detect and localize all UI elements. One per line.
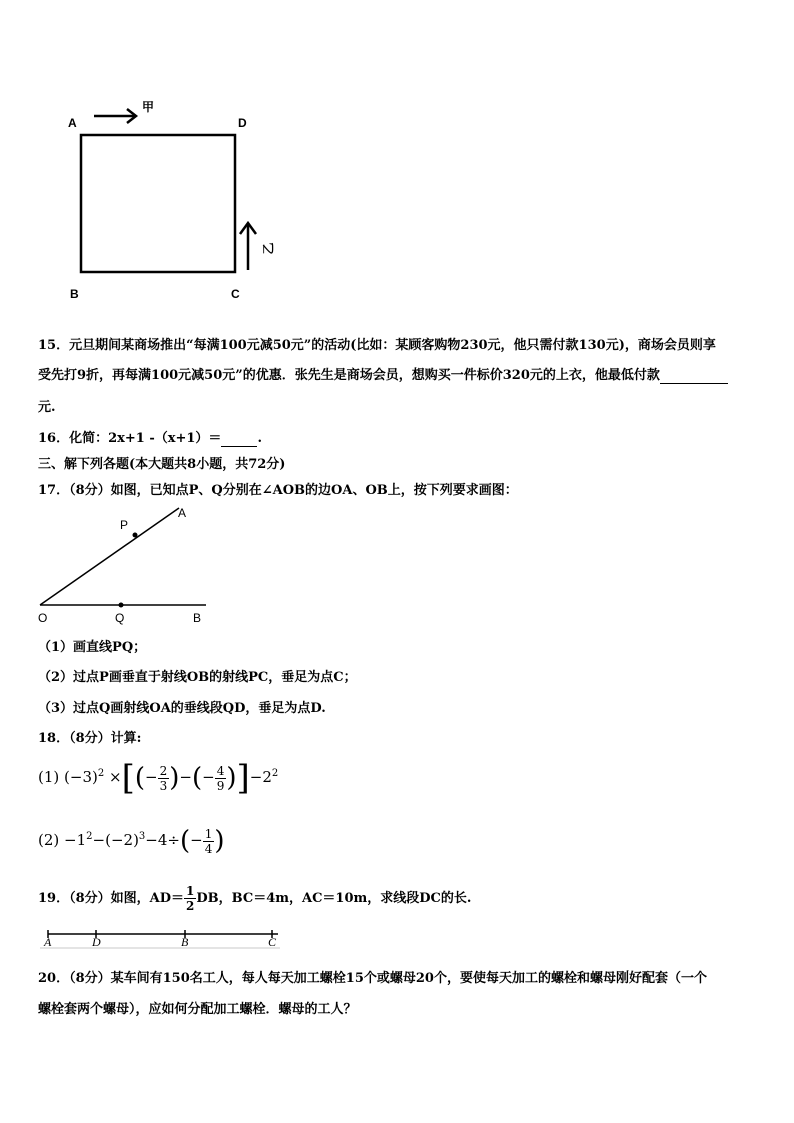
segment-diagram bbox=[40, 928, 285, 950]
q17-step2: （2）过点P画垂直于射线OB的射线PC，垂足为点C； bbox=[38, 670, 357, 685]
yi-label: 乙 bbox=[261, 242, 276, 255]
q17-stem: 17．（8分）如图，已知点P、Q分别在∠AOB的边OA、OB上，按下列要求画图： bbox=[38, 483, 518, 498]
point-b-label: B bbox=[193, 611, 202, 625]
q15-answer-blank[interactable] bbox=[660, 368, 728, 384]
q18-expression-1: (1) $(-3)^2$ ×[(− $\frac{2}{3}$ )−(− $\frac{4}{9}$ )]$-2^2$ bbox=[38, 758, 279, 798]
q16-tail: . bbox=[257, 431, 262, 446]
expr1-tail-exp: 2 bbox=[271, 768, 279, 779]
seg-c-label: C bbox=[268, 935, 277, 949]
expr2-b-exp: 3 bbox=[138, 831, 146, 842]
vertex-a-label: A bbox=[68, 116, 77, 130]
q20-line1: 20．（8分）某车间有150名工人，每人每天加工螺栓15个或螺母20个，要使每天加工的螺栓和螺母刚好配套（一个 bbox=[38, 971, 707, 986]
expr1-base: (−3) bbox=[64, 768, 98, 786]
q20-line2: 螺栓套两个螺母），应如何分配加工螺栓．螺母的工人？ bbox=[38, 1002, 357, 1017]
expr2-a-exp: 2 bbox=[86, 831, 93, 842]
expr1-exp: 2 bbox=[97, 768, 105, 779]
vertex-d-label: D bbox=[238, 116, 247, 130]
point-q-label: Q bbox=[115, 611, 125, 625]
expr1-times: × bbox=[109, 768, 122, 786]
fraction-2-3: $\frac{2}{3}$ bbox=[159, 763, 168, 793]
point-p-label: P bbox=[120, 518, 129, 532]
point-o-label: O bbox=[38, 611, 48, 625]
q16-line bbox=[38, 427, 262, 447]
expr1-label: (1) bbox=[38, 768, 60, 786]
q16-answer-blank[interactable] bbox=[221, 431, 257, 447]
expr2-label: (2) bbox=[38, 831, 60, 849]
q19-post: DB，BC＝4m，AC＝10m，求线段DC的长. bbox=[196, 891, 472, 906]
seg-b-label: B bbox=[181, 935, 189, 949]
seg-d-label: D bbox=[92, 935, 101, 949]
point-a-label: A bbox=[178, 506, 187, 520]
expr1-minus: − bbox=[179, 768, 192, 786]
expr2-c: −4÷ bbox=[145, 831, 180, 849]
jia-label: 甲 bbox=[142, 100, 155, 114]
vertex-b-label: B bbox=[70, 287, 79, 301]
segment-figure bbox=[40, 928, 285, 950]
q19-stem bbox=[38, 884, 471, 913]
seg-a-label: A bbox=[44, 935, 52, 949]
expr2-b: −(−2) bbox=[92, 831, 139, 849]
square-figure bbox=[60, 95, 290, 305]
fraction-1-4: $\frac{1}{4}$ bbox=[204, 826, 213, 856]
q15-line3: 元. bbox=[38, 400, 56, 415]
q15-line2-text: 受先打9折，再每满100元减50元”的优惠．张先生是商场会员，想购买一件标价320元的上衣，他最低付款 bbox=[38, 368, 660, 383]
expr1-tail: −2 bbox=[249, 768, 272, 786]
section-3-heading: 三、解下列各题(本大题共8小题，共72分) bbox=[38, 457, 286, 472]
q16-text: 16．化简：2x+1 -（x+1）＝ bbox=[38, 431, 222, 446]
fraction-1-2: $\frac{1}{2}$ bbox=[186, 884, 195, 913]
q19-pre: 19．（8分）如图，AD＝ bbox=[38, 891, 184, 906]
q15-line2 bbox=[38, 364, 728, 384]
q18-stem: 18．（8分）计算: bbox=[38, 731, 142, 746]
q18-expression-2: $(2) -1^2-(-2)^3-4\div(-$ $\frac{1}{4}$ ) bbox=[38, 826, 225, 856]
vertex-c-label: C bbox=[231, 287, 240, 301]
q15-line1: 15．元旦期间某商场推出“每满100元减50元”的活动(比如：某顾客购物230元，他只需付款130元)，商场会员则享 bbox=[38, 338, 716, 353]
q17-step1: （1）画直线PQ； bbox=[38, 640, 147, 655]
fraction-4-9: $\frac{4}{9}$ bbox=[216, 763, 225, 793]
expr2-a: −1 bbox=[64, 831, 87, 849]
square-diagram bbox=[60, 95, 290, 305]
q17-step3: （3）过点Q画射线OA的垂线段QD，垂足为点D. bbox=[38, 701, 326, 716]
